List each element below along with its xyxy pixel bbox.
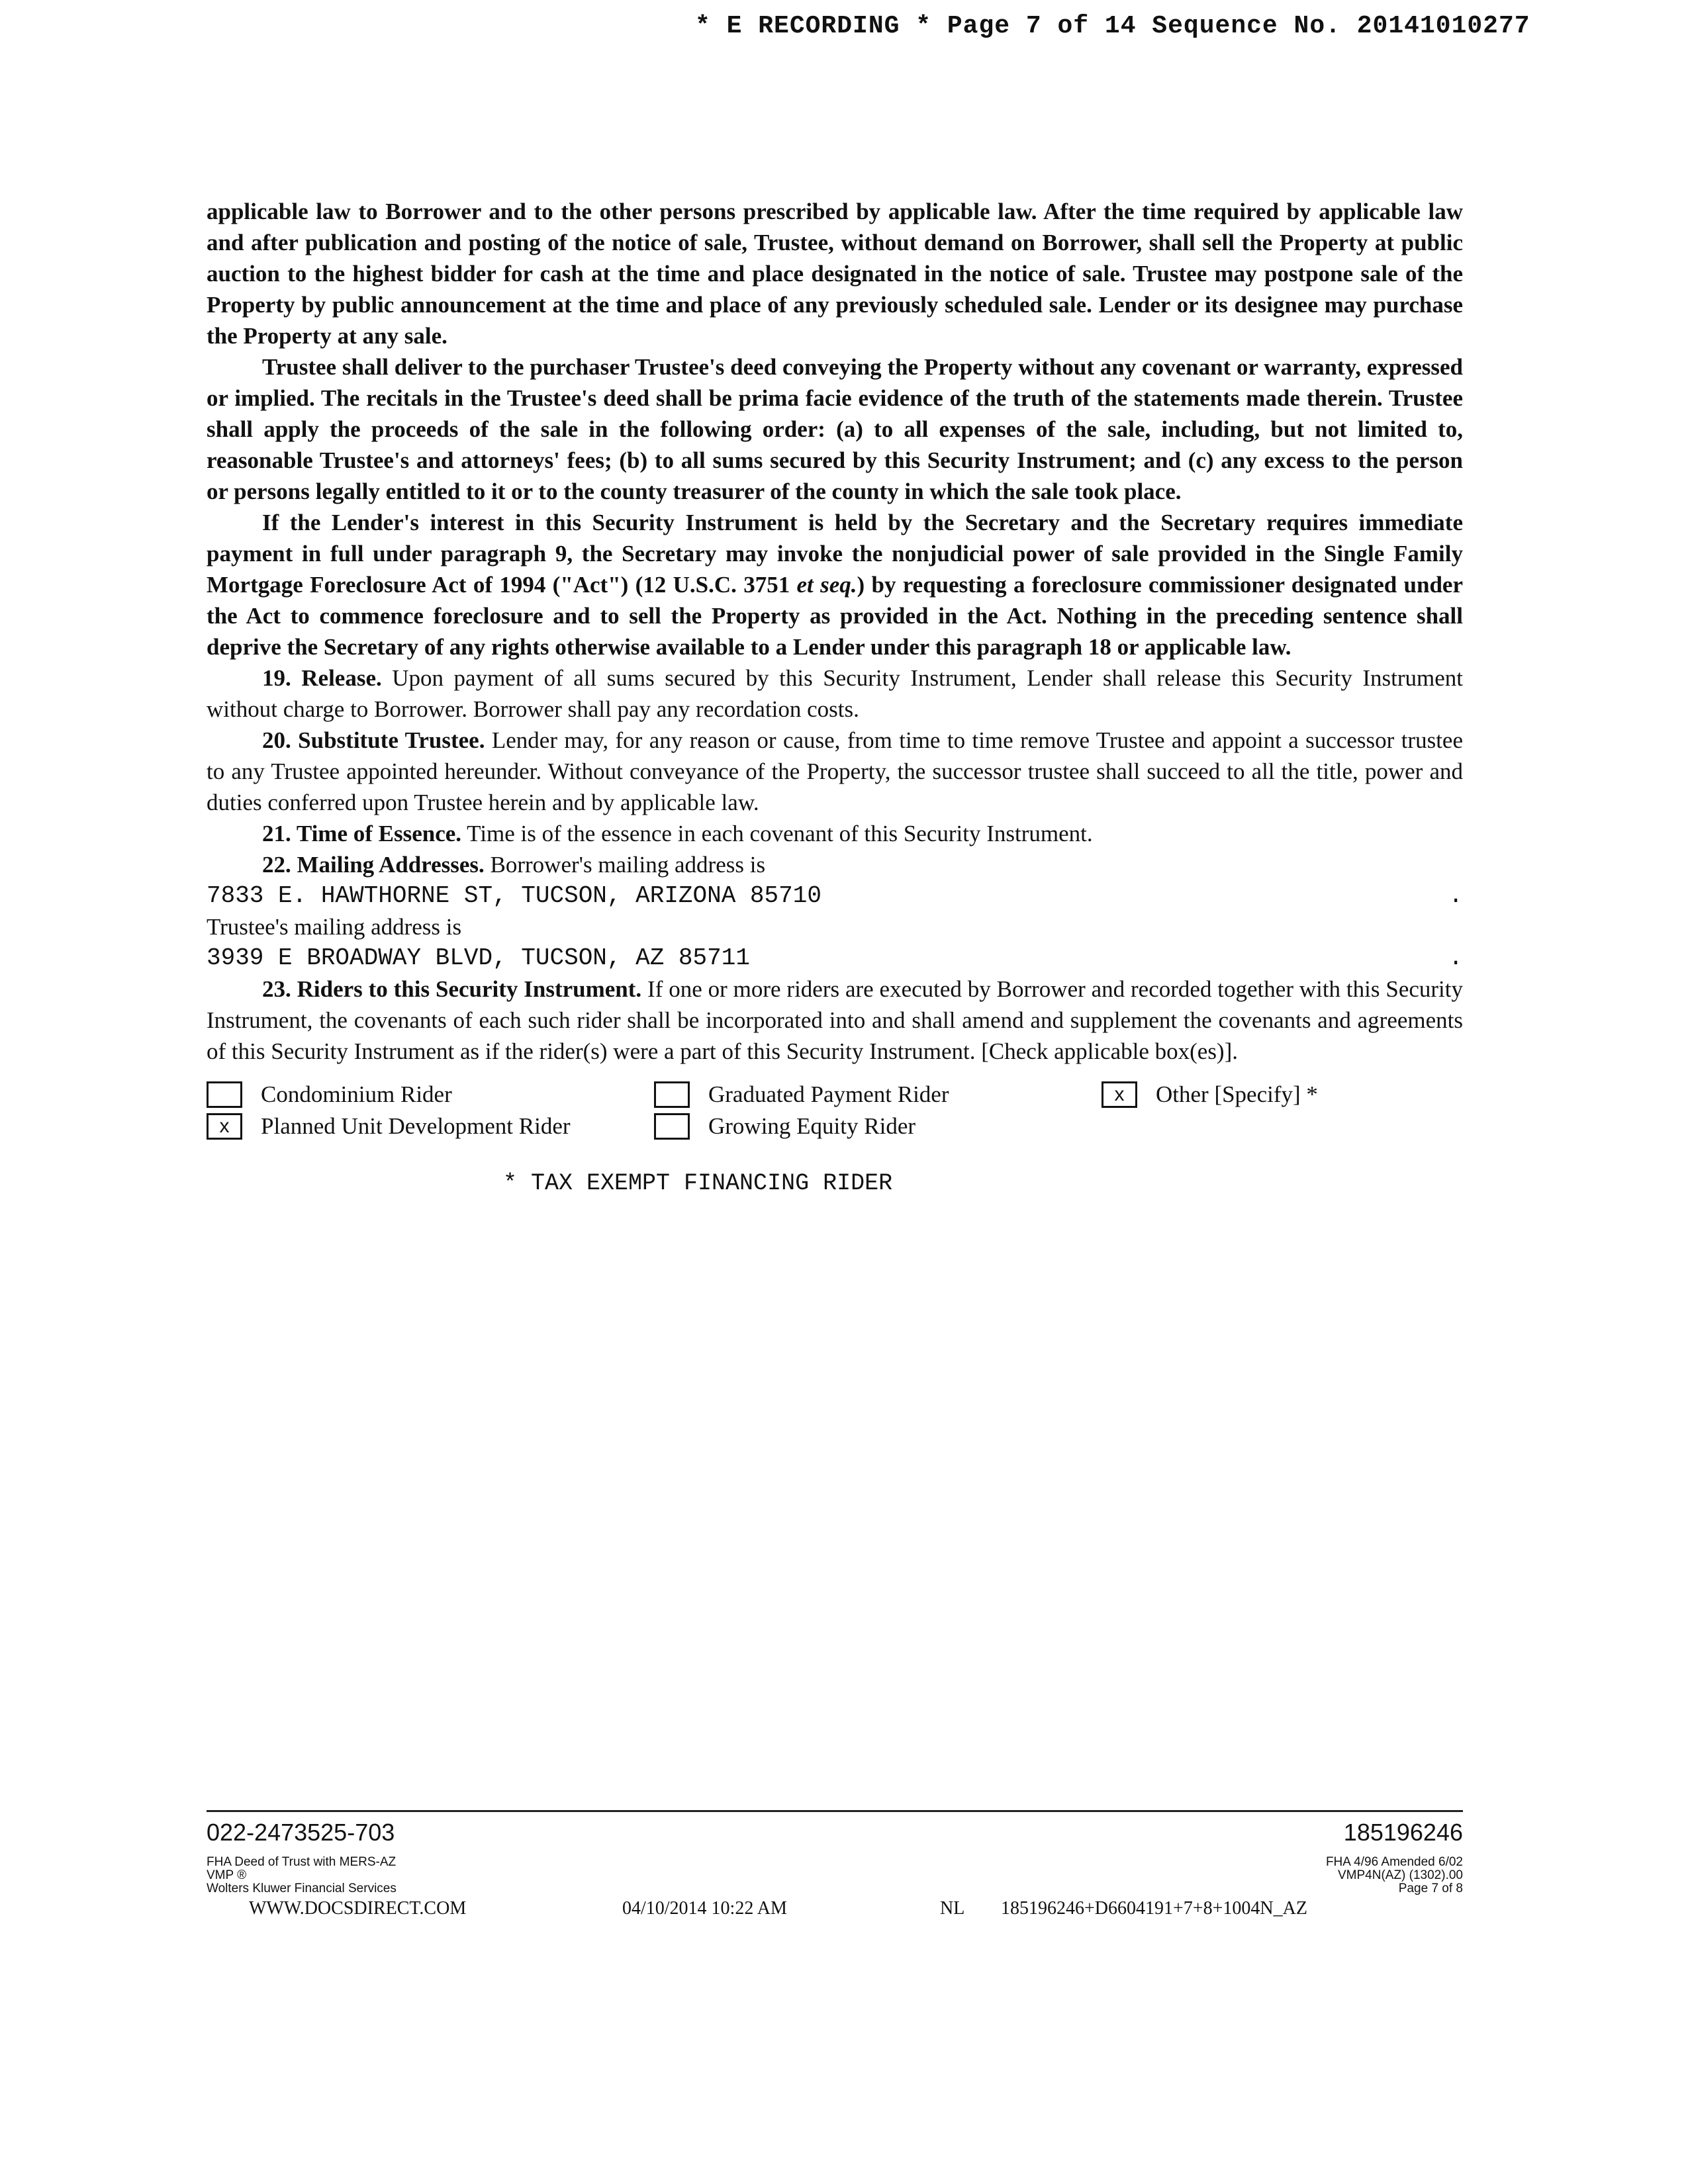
vmp-mark: VMP ®	[207, 1868, 247, 1882]
paragraph-secretary-power	[207, 507, 1463, 662]
form-info-left	[207, 1856, 397, 1895]
recording-header: * E RECORDING * Page 7 of 14 Sequence No. 20141010277	[695, 12, 1530, 40]
substitute-trustee-title: 20. Substitute Trustee.	[262, 727, 485, 753]
form-info-right	[1326, 1856, 1463, 1895]
other-checkbox[interactable]: x	[1102, 1081, 1137, 1108]
form-name: FHA Deed of Trust with MERS-AZ	[207, 1855, 397, 1869]
time-of-essence-title: 21. Time of Essence.	[262, 821, 462, 846]
condominium-checkbox[interactable]	[207, 1081, 242, 1108]
release-text: Upon payment of all sums secured by this Security Instrument, Lender shall release this Security Instrument without charge to Borrower. Borrower shall pay any recordation costs.	[207, 665, 1463, 722]
pud-label: Planned Unit Development Rider	[261, 1113, 571, 1139]
tax-exempt-rider-note: * TAX EXEMPT FINANCING RIDER	[503, 1170, 893, 1197]
rider-growing-equity[interactable]	[654, 1111, 915, 1142]
pud-checkbox[interactable]: x	[207, 1113, 242, 1140]
form-page: Page 7 of 8	[1398, 1882, 1463, 1895]
substitute-trustee-text: Lender may, for any reason or cause, from time to time remove Trustee and appoint a successor trustee to any Trustee appointed hereunder. Without conveyance of the Property, the successor trustee shall succeed to all the title, power and duties conferred upon Trustee herein and by applicable law.	[207, 727, 1463, 815]
riders-text: If one or more riders are executed by Borrower and recorded together with this Security Instrument, the covenants of each such rider shall be incorporated into and shall amend and supplement the covenants and agreements of this Security Instrument as if the rider(s) were a part of this Security Instrument. [Check applicable box(es)].	[207, 976, 1463, 1064]
secretary-text-a: If the Lender's interest in this Security Instrument is held by the Secretary and the Secretary requires immediate payment in full under paragraph 9, the Secretary may invoke the nonjudicial power of sale provided in the Single Family Mortgage Foreclosure Act of 1994 ("Act") (12 U.S.C. 3751	[207, 510, 1463, 598]
footer-print-line	[207, 1898, 1463, 1925]
paragraph-riders	[207, 974, 1463, 1067]
paragraph-time-of-essence	[207, 818, 1463, 849]
growing-equity-checkbox[interactable]	[654, 1113, 690, 1140]
document-footer	[207, 1810, 1463, 1925]
paragraph-sale-notice: applicable law to Borrower and to the other persons prescribed by applicable law. After the time required by applicable law and after publication and posting of the notice of sale, Trustee, without demand on Borrower, shall sell the Property at public auction to the highest bidder for cash at the time and place designated in the notice of sale. Trustee may postpone sale of the Property by public announcement at the time and place of any previously scheduled sale. Lender or its designee may purchase the Property at any sale.	[207, 199, 1463, 349]
paragraph-release	[207, 662, 1463, 725]
borrower-address: 7833 E. HAWTHORNE ST, TUCSON, ARIZONA 85710	[207, 882, 821, 909]
rider-condominium[interactable]	[207, 1079, 452, 1111]
rider-graduated-payment[interactable]	[654, 1079, 949, 1111]
trustee-address-row	[207, 942, 1463, 974]
other-label: Other [Specify] *	[1156, 1081, 1318, 1107]
footer-rule	[207, 1810, 1463, 1812]
footer-form-info	[207, 1856, 1463, 1895]
borrower-address-end: .	[1448, 882, 1463, 909]
borrower-address-row	[207, 880, 1463, 911]
rider-checkbox-group	[207, 1079, 1463, 1152]
rider-pud[interactable]	[207, 1111, 571, 1142]
paragraph-substitute-trustee	[207, 725, 1463, 818]
release-title: 19. Release.	[262, 665, 382, 691]
time-of-essence-text: Time is of the essence in each covenant of this Security Instrument.	[461, 821, 1093, 846]
form-version: FHA 4/96 Amended 6/02	[1325, 1855, 1463, 1869]
publisher-name: Wolters Kluwer Financial Services	[207, 1882, 397, 1895]
secretary-text-b: ) by requesting a foreclosure commissioner designated under the Act to commence foreclosure and to sell the Property as provided in the Act. Nothing in the preceding sentence shall deprive the Secretary of any rights otherwise available to a Lender under this paragraph 18 or applicable law.	[207, 572, 1464, 660]
trustee-address-label: Trustee's mailing address is	[207, 914, 462, 940]
document-number: 185196246	[1343, 1819, 1463, 1846]
graduated-payment-label: Graduated Payment Rider	[708, 1081, 949, 1107]
growing-equity-label: Growing Equity Rider	[708, 1113, 916, 1139]
condominium-label: Condominium Rider	[261, 1081, 452, 1107]
website: WWW.DOCSDIRECT.COM	[249, 1898, 467, 1919]
loan-number: 022-2473525-703	[207, 1819, 395, 1846]
trustee-address-end: .	[1448, 944, 1463, 972]
rider-other[interactable]	[1102, 1079, 1318, 1111]
paragraph-mailing-addresses	[207, 849, 1463, 880]
footer-numbers	[207, 1819, 1463, 1846]
mailing-addresses-text: Borrower's mailing address is	[484, 852, 766, 878]
graduated-payment-checkbox[interactable]	[654, 1081, 690, 1108]
secretary-text-emphasis: et seq.	[796, 572, 857, 598]
form-code: VMP4N(AZ) (1302).00	[1337, 1868, 1463, 1882]
mailing-addresses-title: 22. Mailing Addresses.	[262, 852, 485, 878]
document-body	[207, 196, 1463, 1197]
trustee-address: 3939 E BROADWAY BLVD, TUCSON, AZ 85711	[207, 944, 750, 972]
riders-title: 23. Riders to this Security Instrument.	[262, 976, 642, 1002]
footer-code-doc: 185196246+D6604191+7+8+1004N_AZ	[1001, 1898, 1307, 1919]
print-timestamp: 04/10/2014 10:22 AM	[622, 1898, 787, 1919]
footer-code-nl: NL	[940, 1898, 965, 1919]
paragraph-trustee-deed: Trustee shall deliver to the purchaser Trustee's deed conveying the Property without any covenant or warranty, expressed or implied. The recitals in the Trustee's deed shall be prima facie evidence of the truth of the statements made therein. Trustee shall apply the proceeds of the sale in the following order: (a) to all expenses of the sale, including, but not limited to, reasonable Trustee's and attorneys' fees; (b) to all sums secured by this Security Instrument; and (c) any excess to the person or persons legally entitled to it or to the county treasurer of the county in which the sale took place.	[207, 354, 1463, 504]
